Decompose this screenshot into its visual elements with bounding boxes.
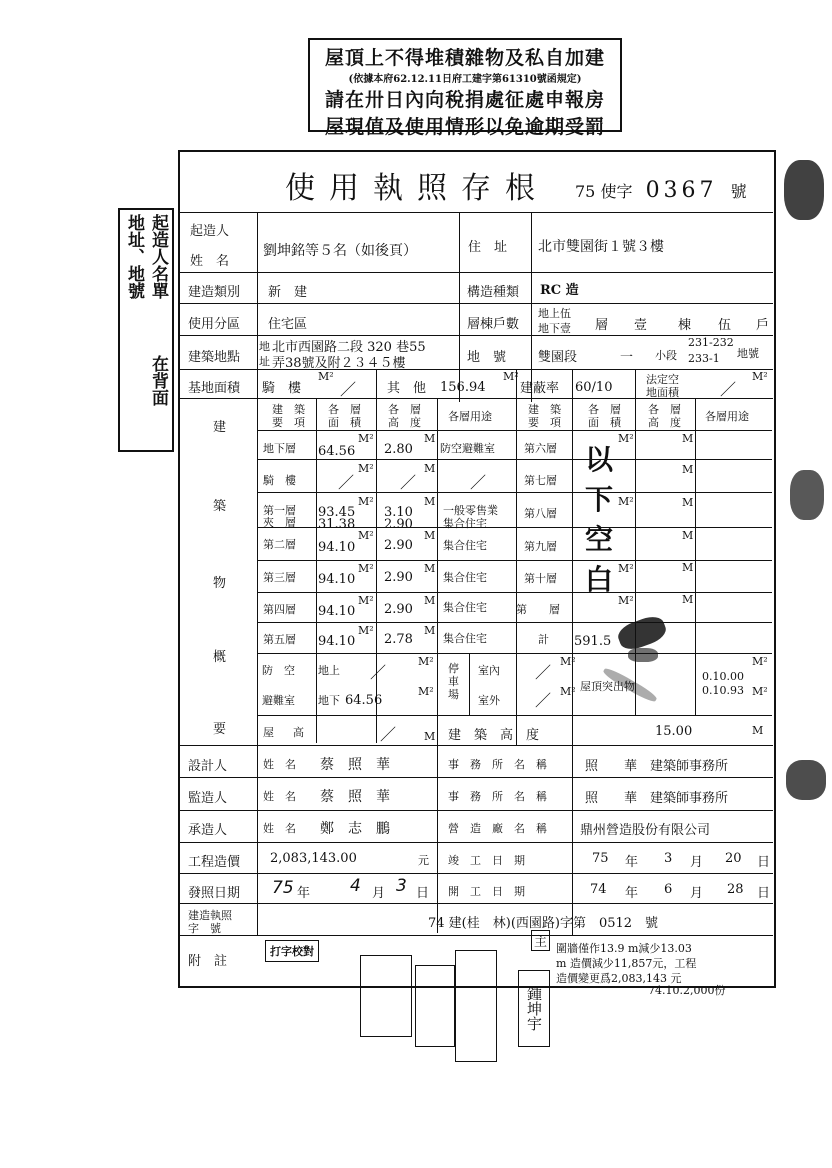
floor-use: 集合住宅 xyxy=(443,601,487,614)
completion-year-unit: 年 xyxy=(625,855,639,870)
hdr-height-a: 各 層 xyxy=(388,403,421,416)
unit-m: M xyxy=(424,495,436,508)
floor-name: 第五層 xyxy=(263,633,296,646)
hdr-area-a: 各 層 xyxy=(328,403,361,416)
unit-m2: M² xyxy=(358,624,374,637)
completion-year: 75 xyxy=(592,851,609,866)
unit-m2: M² xyxy=(418,685,434,698)
permit-ref-value: 74 建(桂 林)(西園路)字第 0512 號 xyxy=(428,916,659,931)
shelter-label-b: 避難室 xyxy=(262,694,295,707)
annex-value: ／ xyxy=(340,380,357,399)
owner-label-b: 姓 名 xyxy=(190,254,230,269)
parking-outdoor-value: ／ xyxy=(535,691,552,710)
remark-note-3: 造價變更爲2,083,143 元 xyxy=(556,972,682,985)
ink-smudge xyxy=(628,648,658,662)
open-space-label-b: 地面積 xyxy=(646,386,679,399)
floor-total-value: 591.5 xyxy=(574,634,612,649)
unit-m2: M² xyxy=(752,685,768,698)
unit-m2: M² xyxy=(752,655,768,668)
contractor-name: 鄭 志 鵬 xyxy=(320,821,390,837)
hdr-item-b-2: 要 項 xyxy=(528,416,561,429)
contractor-office-label: 營 造 廠 名 稱 xyxy=(448,822,547,835)
floor-right-name: 第九層 xyxy=(524,540,557,553)
floor-right-name: 第八層 xyxy=(524,507,557,520)
roof-value: ／ xyxy=(380,725,397,744)
unit-m: M xyxy=(752,724,764,737)
permit-ref-label-b: 字 號 xyxy=(188,922,221,935)
shelter-above-label: 地上 xyxy=(318,664,340,677)
lot-number-2: 233-1 xyxy=(688,352,720,365)
side-note-col-3: 在背面 xyxy=(148,355,168,406)
designer-office-label: 事 務 所 名 稱 xyxy=(448,758,547,771)
hdr-item-a-2: 建 築 xyxy=(528,403,561,416)
floor-name: 第二層 xyxy=(263,538,296,551)
floor-use: 防空避難室 xyxy=(440,442,495,455)
notice-line-4: 屋現值及使用情形以免逾期受罰 xyxy=(324,116,605,138)
hdr-item-b: 要 項 xyxy=(272,416,305,429)
edge-shadow xyxy=(786,760,826,800)
edge-shadow xyxy=(784,160,824,220)
shelter-above-value: ／ xyxy=(370,663,387,682)
cost-label: 工程造價 xyxy=(188,855,241,870)
unit-m: M xyxy=(682,529,694,542)
structure-value: RC 造 xyxy=(540,283,579,298)
building-label-1: 建 xyxy=(213,420,227,435)
start-day: 28 xyxy=(727,882,744,897)
floor-area: 94.10 xyxy=(318,604,356,619)
floor-name-2: 夾 層 xyxy=(263,516,296,529)
shelter-below-label: 地下 xyxy=(318,694,340,707)
floor-name: 地下層 xyxy=(263,442,296,455)
side-note-col-1: 起造人名單 xyxy=(148,214,168,299)
start-month: 6 xyxy=(664,882,673,897)
site-addr-label-a: 地 xyxy=(259,340,270,353)
unit-m: M xyxy=(424,624,436,637)
cost-unit: 元 xyxy=(418,854,429,867)
coverage-label: 建蔽率 xyxy=(520,381,560,396)
issue-day-unit: 日 xyxy=(416,886,430,901)
lot-section-n: 一 xyxy=(620,350,634,365)
unit-m2: M² xyxy=(358,432,374,445)
floor-height-2: 2.90 xyxy=(384,517,413,532)
form-print-info: 74.10.2,000份 xyxy=(648,984,726,997)
notice-line-2: (依據本府62.12.11日府工建字第61310號函規定) xyxy=(348,74,582,85)
floor-area-2: 31.38 xyxy=(318,517,356,532)
approval-seal-3 xyxy=(455,950,497,1062)
unit-m2: M² xyxy=(418,655,434,668)
parking-indoor-value: ／ xyxy=(535,663,552,682)
owner-name: 劉坤銘等５名（如後頁） xyxy=(263,243,417,259)
unit-m2: M² xyxy=(560,685,576,698)
unit-m: M xyxy=(424,529,436,542)
hdr-area-b-2: 面 積 xyxy=(588,416,621,429)
permit-char: 使字 xyxy=(600,182,633,201)
edge-shadow xyxy=(790,470,824,520)
permit-ref-label-a: 建造執照 xyxy=(188,909,232,922)
permit-suffix: 號 xyxy=(730,182,747,201)
open-space-label-a: 法定空 xyxy=(646,373,679,386)
page-title: 使用執照存根 xyxy=(285,171,549,206)
floor-height: 2.80 xyxy=(384,442,413,457)
completion-month: 3 xyxy=(664,851,673,866)
hdr-use-2: 各層用途 xyxy=(705,410,749,423)
site-addr-label-b: 址 xyxy=(259,355,270,368)
completion-label: 竣 工 日 期 xyxy=(448,854,525,867)
hdr-area-a-2: 各 層 xyxy=(588,403,621,416)
floor-use: 集合住宅 xyxy=(443,571,487,584)
structure-label: 構造種類 xyxy=(467,285,520,300)
completion-day: 20 xyxy=(725,851,742,866)
floor-height: 2.90 xyxy=(384,538,413,553)
floor-right-name: 第十層 xyxy=(524,572,557,585)
roof-structure-value-2: 0.10.93 xyxy=(702,684,744,697)
side-note-col-2: 地址、地號 xyxy=(124,214,144,299)
floor-name: 第一層 xyxy=(263,504,296,517)
notice-stamp xyxy=(308,38,622,138)
unit-m: M xyxy=(424,562,436,575)
unit-m2: M² xyxy=(618,432,634,445)
building-unit: 棟 xyxy=(678,318,692,333)
start-month-unit: 月 xyxy=(690,886,704,901)
issue-month: 4 xyxy=(350,876,361,896)
other-value: 156.94 xyxy=(440,380,486,395)
unit-m: M xyxy=(682,593,694,606)
hdr-area-b: 面 積 xyxy=(328,416,361,429)
floor-area: 94.10 xyxy=(318,540,356,555)
lot-suffix: 地號 xyxy=(737,347,759,360)
other-unit: M² xyxy=(503,370,519,383)
floor-height: 2.90 xyxy=(384,602,413,617)
floor-height: 2.90 xyxy=(384,570,413,585)
floor-name: 騎 樓 xyxy=(263,474,296,487)
floor-height: 3.10 xyxy=(384,505,413,520)
floor-height: ／ xyxy=(400,473,417,492)
floor-area: 93.45 xyxy=(318,505,356,520)
issue-label: 發照日期 xyxy=(188,886,241,901)
shelter-label-a: 防 空 xyxy=(262,664,295,677)
area-label: 基地面積 xyxy=(188,381,241,396)
build-type-label: 建造類別 xyxy=(188,285,241,300)
supervisor-name-label: 姓 名 xyxy=(263,790,296,803)
unit-m2: M² xyxy=(618,495,634,508)
supervisor-office: 照 華 建築師事務所 xyxy=(585,791,729,806)
floors-below-count: 壹 xyxy=(560,322,571,335)
unit-m2: M² xyxy=(358,594,374,607)
unit-m: M xyxy=(424,462,436,475)
unit-m2: M² xyxy=(358,562,374,575)
floor-use-2: 集合住宅 xyxy=(443,517,487,530)
side-note xyxy=(118,208,174,452)
zone-label: 使用分區 xyxy=(188,317,241,332)
floor-use: 集合住宅 xyxy=(443,539,487,552)
floor-name: 第四層 xyxy=(263,603,296,616)
contractor-office: 鼎州營造股份有限公司 xyxy=(580,823,711,838)
parking-outdoor-label: 室外 xyxy=(478,694,500,707)
permit-year: 75 xyxy=(575,182,596,201)
unit-m2: M² xyxy=(358,495,374,508)
building-label-4: 概 xyxy=(213,650,227,665)
supervisor-office-label: 事 務 所 名 稱 xyxy=(448,790,547,803)
unit-m: M xyxy=(682,463,694,476)
completion-month-unit: 月 xyxy=(690,855,704,870)
floor-use: 集合住宅 xyxy=(443,632,487,645)
owner-address: 北市雙園街１號３樓 xyxy=(538,239,664,255)
floor-use: 一般零售業 xyxy=(443,504,498,517)
floor-area: 94.10 xyxy=(318,572,356,587)
supervisor-name: 蔡 照 華 xyxy=(320,789,390,805)
building-label-3: 物 xyxy=(213,576,227,591)
floor-right-name: 第 層 xyxy=(516,603,560,616)
build-height-value: 15.00 xyxy=(655,724,693,739)
open-space-unit: M² xyxy=(752,370,768,383)
permit-serial: 0367 xyxy=(645,178,718,203)
hdr-use: 各層用途 xyxy=(448,410,492,423)
floor-area: ／ xyxy=(338,473,355,492)
floor-height: 2.78 xyxy=(384,632,413,647)
unit-m2: M² xyxy=(560,655,576,668)
completion-day-unit: 日 xyxy=(757,855,771,870)
designer-office: 照 華 建築師事務所 xyxy=(585,759,729,774)
shelter-below-value: 64.56 xyxy=(345,693,383,708)
floor-area: 64.56 xyxy=(318,444,356,459)
hdr-item-a: 建 築 xyxy=(272,403,305,416)
approval-seal-2 xyxy=(415,965,455,1047)
unit-unit: 戶 xyxy=(756,318,770,333)
annex-label: 騎 樓 xyxy=(262,381,302,396)
supervisor-label: 監造人 xyxy=(188,791,228,806)
owner-label-a: 起造人 xyxy=(190,224,230,239)
unit-m: M xyxy=(424,730,436,743)
start-year: 74 xyxy=(590,882,607,897)
lot-label: 地 號 xyxy=(467,350,507,365)
lot-sub: 小段 xyxy=(655,349,677,362)
roof-label-a: 屋 xyxy=(263,726,274,739)
unit-m2: M² xyxy=(618,594,634,607)
issue-year: 75 xyxy=(272,878,294,898)
site-address-line-1: 北市西園路二段 320 巷55 xyxy=(272,340,426,355)
hdr-height-a-2: 各 層 xyxy=(648,403,681,416)
unit-m2: M² xyxy=(358,462,374,475)
building-label-5: 要 xyxy=(213,722,227,737)
unit-m2: M² xyxy=(358,529,374,542)
unit-m: M xyxy=(424,594,436,607)
build-type-value: 新 建 xyxy=(268,285,308,300)
start-label: 開 工 日 期 xyxy=(448,885,525,898)
owner-seal: 鍾坤宇 xyxy=(518,970,550,1047)
roof-label-b: 高 xyxy=(293,726,304,739)
roof-structure-label: 屋頂突出物 xyxy=(580,680,635,693)
floors-above-count: 伍 xyxy=(560,307,571,320)
parking-indoor-label: 室內 xyxy=(478,664,500,677)
site-label: 建築地點 xyxy=(188,350,241,365)
approval-seal-1 xyxy=(360,955,412,1037)
cost-value: 2,083,143.00 xyxy=(270,851,357,866)
unit-m2: M² xyxy=(618,562,634,575)
roof-structure-value-1: 0.10.00 xyxy=(702,670,744,683)
other-label: 其 他 xyxy=(387,381,427,396)
floor-right-name: 第六層 xyxy=(524,442,557,455)
designer-name: 蔡 照 華 xyxy=(320,757,390,773)
seal-mark: 主 xyxy=(531,930,550,951)
unit-count: 伍 xyxy=(718,318,732,333)
notice-line-1: 屋頂上不得堆積雜物及私自加建 xyxy=(324,47,605,69)
open-space-value: ／ xyxy=(720,380,737,399)
floors-unit: 層 xyxy=(595,318,609,333)
floor-area: 94.10 xyxy=(318,634,356,649)
coverage-value: 60/10 xyxy=(575,380,613,395)
remark-label: 附 註 xyxy=(188,954,228,969)
notice-line-3: 請在卅日內向稅捐處征處申報房 xyxy=(324,89,605,111)
zone-value: 住宅區 xyxy=(268,317,308,332)
floor-total-label: 計 xyxy=(538,633,549,646)
designer-name-label: 姓 名 xyxy=(263,758,296,771)
floor-name: 第三層 xyxy=(263,571,296,584)
proofread-stamp: 打字校對 xyxy=(265,940,319,962)
start-day-unit: 日 xyxy=(757,886,771,901)
unit-m: M xyxy=(682,496,694,509)
unit-m: M xyxy=(682,432,694,445)
annex-unit: M² xyxy=(318,370,334,383)
designer-label: 設計人 xyxy=(188,759,228,774)
floor-right-name: 第七層 xyxy=(524,474,557,487)
hdr-height-b: 高 度 xyxy=(388,416,421,429)
floor-use: ／ xyxy=(470,473,487,492)
start-year-unit: 年 xyxy=(625,886,639,901)
issue-month-unit: 月 xyxy=(372,886,386,901)
lot-section: 雙園段 xyxy=(538,350,578,365)
floors-below-label: 地下 xyxy=(538,322,560,335)
unit-m: M xyxy=(682,561,694,574)
hdr-height-b-2: 高 度 xyxy=(648,416,681,429)
remark-note-1: 圍牆僅作13.9 m減少13.03 xyxy=(556,942,692,955)
site-address-line-2: 弄38號及附２３４５樓 xyxy=(272,356,406,371)
contractor-name-label: 姓 名 xyxy=(263,822,296,835)
remark-note-2: m 造價減少11,857元，工程 xyxy=(556,957,697,970)
issue-year-unit: 年 xyxy=(297,886,311,901)
issue-day: 3 xyxy=(396,876,407,896)
lot-number-1: 231-232 xyxy=(688,336,734,349)
below-blank-note: 以下空白 xyxy=(584,443,613,596)
building-count: 壹 xyxy=(634,318,648,333)
permit-number xyxy=(575,178,747,203)
unit-m: M xyxy=(424,432,436,445)
build-height-label: 建 築 高 度 xyxy=(448,728,540,743)
owner-address-label: 住 址 xyxy=(468,240,508,255)
building-label-2: 築 xyxy=(213,499,227,514)
floors-label: 層棟戶數 xyxy=(467,317,520,332)
parking-label: 停車場 xyxy=(448,662,459,701)
contractor-label: 承造人 xyxy=(188,823,228,838)
floors-above-label: 地上 xyxy=(538,307,560,320)
